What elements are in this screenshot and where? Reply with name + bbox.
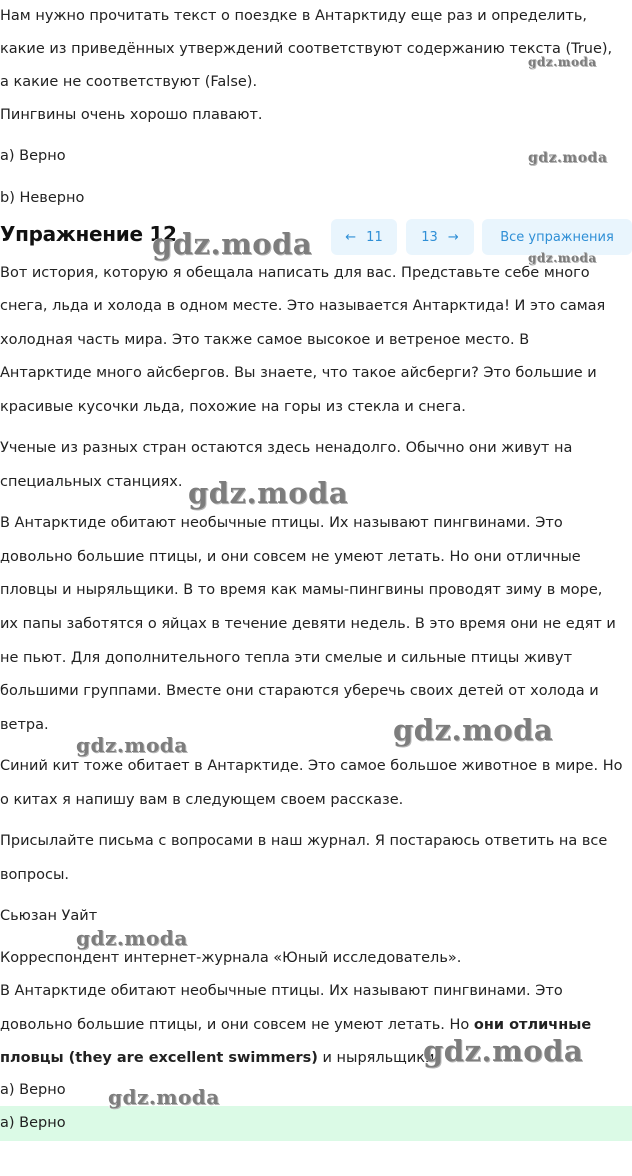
explanation-line: В Антарктиде обитают необычные птицы. Их называют пингвинами. Это [0,983,563,999]
answer-highlight [0,1106,632,1141]
arrow-left-icon: ← [345,229,357,245]
watermark: gdz.moda [76,926,188,950]
story-line: не пьют. Для дополнительного тепла эти смелые и сильные птицы живут [0,650,573,666]
all-exercises-label: Все упражнения [500,229,614,245]
intro-line: а какие не соответствуют (False). [0,74,258,90]
exercise-title: Упражнение 12 [0,222,177,246]
watermark: gdz.moda [528,55,597,69]
watermark: gdz.moda [76,733,188,757]
story-line: снега, льда и холода в одном месте. Это называется Антарктида! И это самая [0,298,606,314]
correct-answer: a) Верно [0,1115,66,1131]
story-line: Присылайте письма с вопросами в наш журнал. Я постараюсь ответить на все [0,833,608,849]
watermark: gdz.moda [423,1034,584,1068]
next-exercise-label: 13 [421,229,438,245]
arrow-right-icon: → [447,229,459,245]
story-line: холодная часть мира. Это также самое высокое и ветреное место. В [0,332,530,348]
story-line: специальных станциях. [0,474,183,490]
intro-line: Нам нужно прочитать текст о поездке в Антарктиду еще раз и определить, [0,8,588,24]
intro-line: какие из приведённых утверждений соответствуют содержанию текста (True), [0,41,613,57]
story-line: вопросы. [0,867,70,883]
option-a: a) Верно [0,148,66,164]
story-line: Синий кит тоже обитает в Антарктиде. Это самое большое животное в мире. Но [0,758,623,774]
all-exercises-button[interactable] [482,219,632,255]
prev-exercise-label: 11 [366,229,383,245]
statement: Пингвины очень хорошо плавают. [0,107,263,123]
story-line: красивые кусочки льда, похожие на горы из стекла и снега. [0,399,466,415]
story-line: довольно большие птицы, и они совсем не умеют летать. Но они отличные [0,549,581,565]
prev-exercise-button[interactable] [331,219,397,255]
story-line: Ученые из разных стран остаются здесь ненадолго. Обычно они живут на [0,440,573,456]
watermark: gdz.moda [393,713,554,747]
next-exercise-button[interactable] [406,219,474,255]
story-line: Антарктиде много айсбергов. Вы знаете, что такое айсберги? Это большие и [0,365,597,381]
explanation-text: и ныряльщики. [317,1050,440,1066]
watermark: gdz.moda [528,150,608,166]
story-line: о китах я напишу вам в следующем своем рассказе. [0,792,404,808]
option-b: b) Неверно [0,190,85,206]
story-line: ветра. [0,717,49,733]
signature: Сьюзан Уайт [0,908,98,924]
explanation-option: a) Верно [0,1082,66,1098]
story-line: Вот история, которую я обещала написать для вас. Представьте себе много [0,265,590,281]
watermark: gdz.moda [152,227,313,261]
story-line: большими группами. Вместе они стараются уберечь своих детей от холода и [0,683,599,699]
explanation-text: довольно большие птицы, и они совсем не умеют летать. Но [0,1017,474,1033]
watermark: gdz.moda [528,251,597,265]
story-line: их папы заботятся о яйцах в течение девяти недель. В это время они не едят и [0,616,616,632]
author-role: Корреспондент интернет-журнала «Юный исследователь». [0,950,462,966]
story-line: пловцы и ныряльщики. В то время как мамы-пингвины проводят зиму в море, [0,582,603,598]
explanation-highlight: пловцы (they are excellent swimmers) [0,1050,318,1066]
explanation-highlight: они отличные [473,1017,592,1033]
watermark: gdz.moda [108,1085,220,1109]
story-line: В Антарктиде обитают необычные птицы. Их называют пингвинами. Это [0,515,563,531]
watermark: gdz.moda [188,476,349,510]
